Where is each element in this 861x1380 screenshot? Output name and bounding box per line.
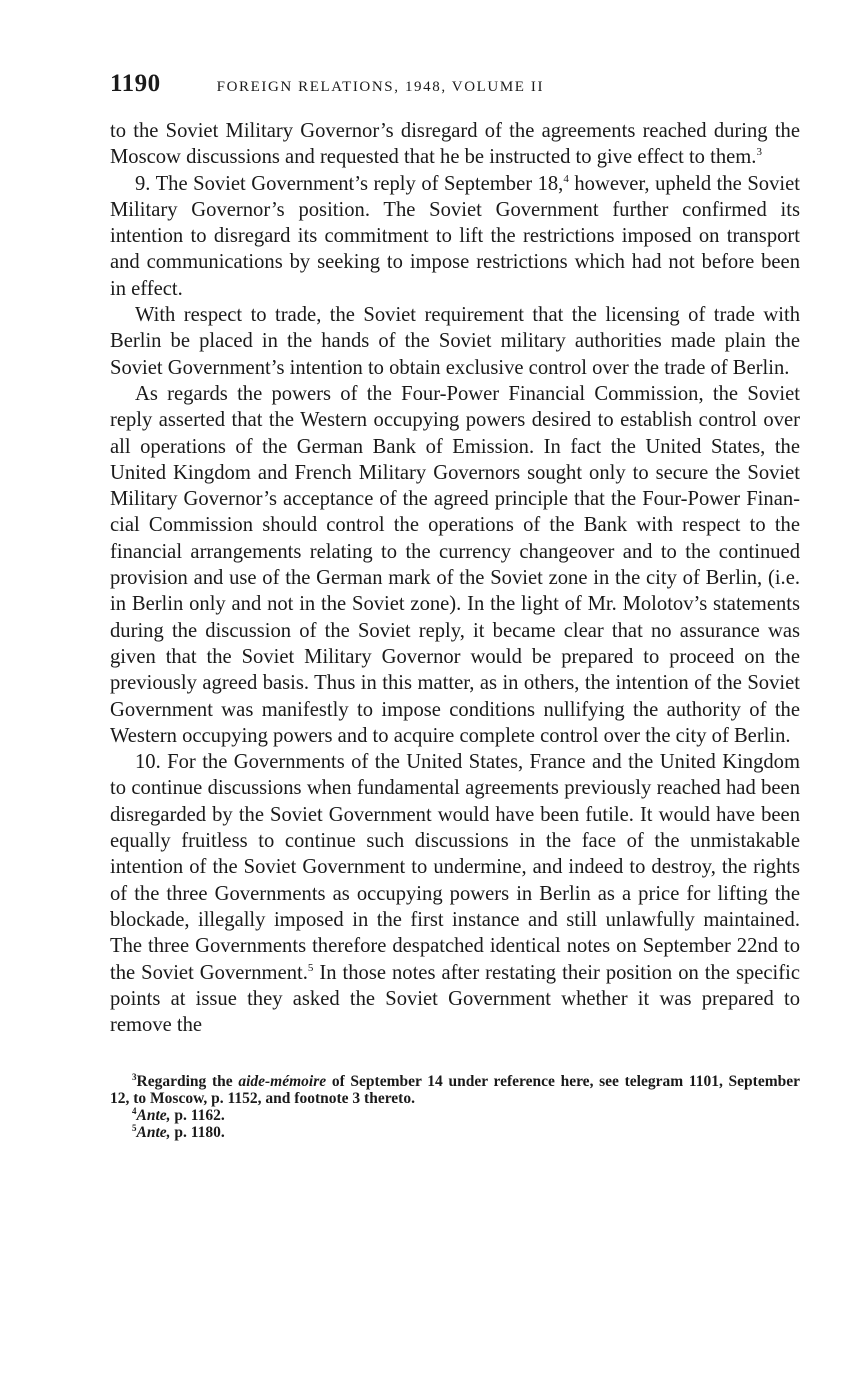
paragraph-financial-commission: As regards the powers of the Four-Power Financial Commission, the Soviet reply asserted that the Western occupying powers desired to establish control over all operations of the German Bank of Emission. In fact the United States, the United Kingdom and French Military Governors sought only to secure the Soviet Military Governor’s acceptance of the agreed principle that the Four-Power Financial Commission should control the operations of the Bank with respect to the financial arrangements relating to the currency changeover and to the continued provision and use of the German mark of the Soviet zone in the city of Berlin, (i.e. in Berlin only and not in the Soviet zone). In the light of Mr. Molotov’s statements during the discussion of the Soviet reply, it became clear that no assurance was given that the Soviet Military Governor would be prepared to proceed on the previously agreed basis. Thus in this matter, as in others, the intention of the Soviet Government was manifestly to impose conditions nullifying the authority of the Western occupying powers and to acquire complete control over the city of Berlin. (110, 382, 800, 747)
paragraph-trade: With respect to trade, the Soviet requirement that the licensing of trade with Berlin be placed in the hands of the Soviet military authorities made plain the Soviet Government’s intention to obtain exclusive control over the trade of Berlin. (110, 304, 800, 379)
document-page (110, 70, 800, 1142)
footnotes (110, 1074, 800, 1141)
page-number: 1190 (110, 70, 161, 97)
paragraph-continuation: to the Soviet Military Governor’s disregard of the agreements reached during the Moscow discussions and requested that he be instructed to give effect to them.$^3$ (110, 120, 800, 169)
running-title: FOREIGN RELATIONS, 1948, VOLUME II (216, 79, 545, 95)
footnote-3: $^3$Regarding the aide-mémoire of September 14 under reference here, see telegram 1101, September 12, to Moscow, p. 1152, and footnote 3 thereto. (110, 1072, 800, 1108)
paragraph-9: 9. The Soviet Government’s reply of September 18,$^4$ however, upheld the Soviet Military Governor’s position. The Soviet Government further confirmed its intention to disregard its commitment to lift the restrictions imposed on transport and communications by seeking to impose restrictions which had not before been in effect. (110, 172, 800, 300)
footnote-ref-3: 3 (756, 146, 762, 159)
page-header (110, 70, 800, 104)
footnote-4: $^4$Ante, p. 1162. (132, 1105, 225, 1124)
footnote-ref-4: 4 (563, 172, 569, 185)
body-text (110, 118, 800, 1038)
footnote-5: $^5$Ante, p. 1180. (132, 1122, 225, 1141)
footnote-ref-5: 5 (307, 961, 314, 974)
paragraph-10: 10. For the Governments of the United States, France and the United Kingdom to continue discussions when fundamental agreements previously reached had been disregarded by the Soviet Government would have been futile. It would have been equally fruitless to continue such discussions in the face of the unmistakable intention of the Soviet Government to undermine, and indeed to destroy, the rights of the three Governments as occupying powers in Berlin as a price for lifting the blockade, illegally imposed in the first instance and still unlawfully maintained. The three Governments therefore despatched identical notes on September 22nd to the Soviet Government.$^5$ In those notes after restating their position on the specific points at issue they asked the Soviet Government whether it was prepared to remove the (110, 751, 800, 1037)
